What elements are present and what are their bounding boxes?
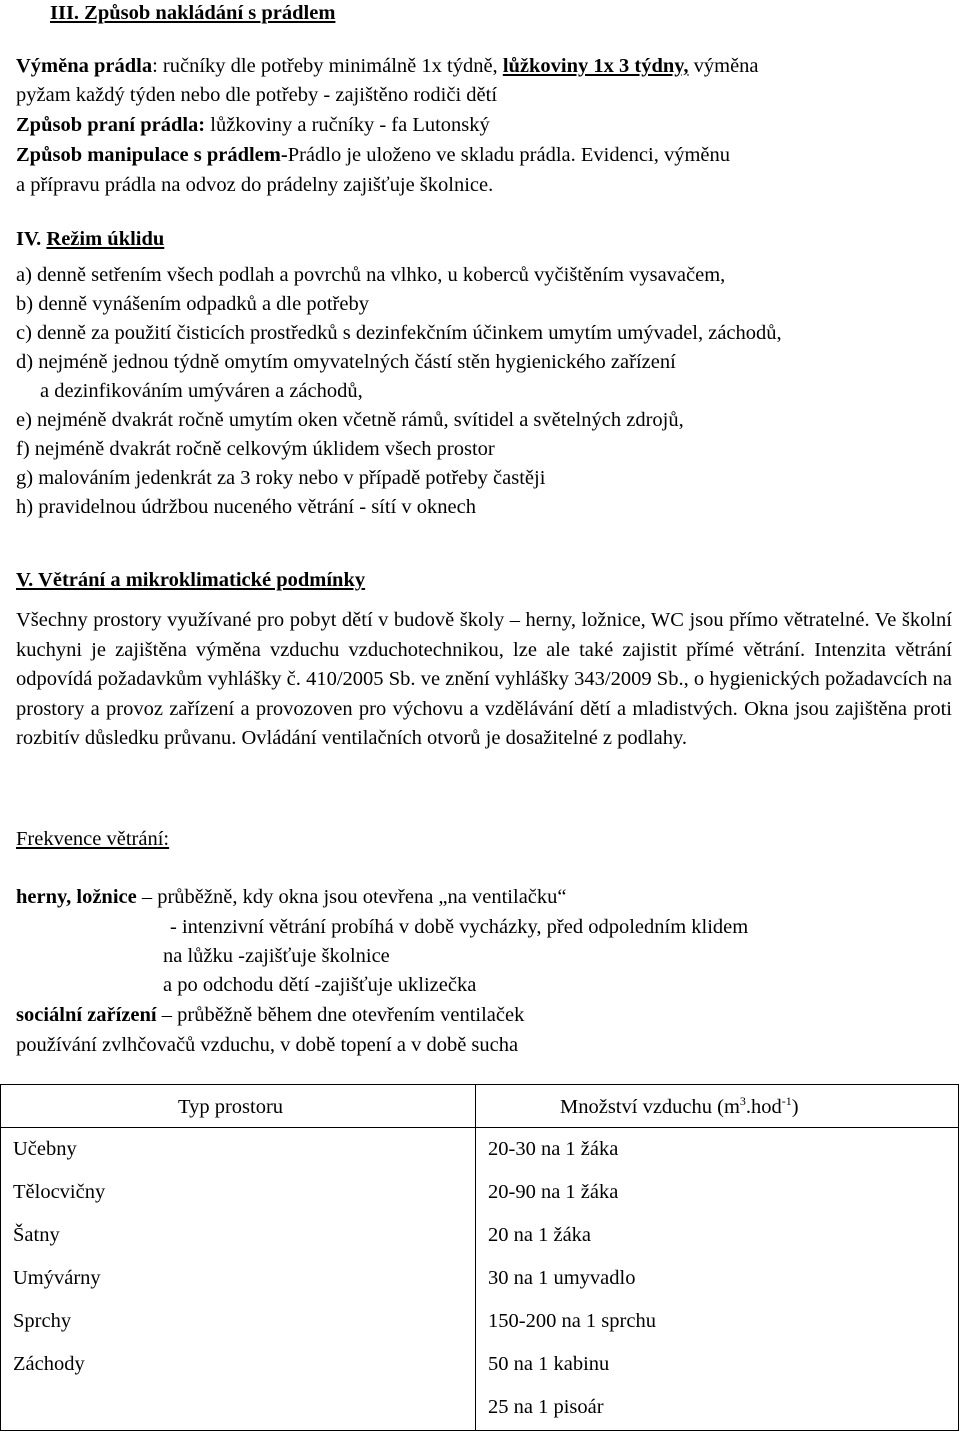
playrooms-ventilation-line: herny, ložnice – průběžně, kdy okna jsou otevřena „na ventilačku“ (16, 886, 567, 908)
washing-method-line: Způsob praní prádla: lůžkoviny a ručníky - fa Lutonský (16, 114, 490, 136)
cleaning-item-a: a) denně setřením všech podlah a povrchů na vlhko, u koberců vyčištěním vysavačem, (16, 264, 726, 286)
ventilation-paragraph: Všechny prostory využívané pro pobyt dětí v budově školy – herny, ložnice, WC jsou přímo větratelné. Ve školní kuchyni je zajištěna výměna vzduchu vzduchotechnikou, lze ale také zajistit přímé větrání. Intenzita větrání odpovídá požadavkům vyhlášky č. 410/2005 Sb. ve znění vyhlášky 343/2009 Sb., o hygienických požadavcích na prostory a provoz zařízení a provozoven pro výchovu a vzdělávání dětí a mladistvých. Okna jsou zajištěna proti rozbitív důsledku průvanu. Ovládání ventilačních otvorů je dosažitelné z podlahy. (16, 609, 952, 750)
humidifier-line: používání zvlhčovačů vzduchu, v době topení a v době sucha (16, 1034, 519, 1056)
cleaning-item-f: f) nejméně dvakrát ročně celkovým úklidem všech prostor (16, 438, 495, 460)
table-cell-type: Učebny (13, 1138, 77, 1160)
table-cell-type: Tělocvičny (13, 1181, 106, 1203)
table-cell-empty (13, 1386, 475, 1430)
handling-method-line: Způsob manipulace s prádlem-Prádlo je uloženo ve skladu prádla. Evidenci, výměnu (16, 144, 731, 166)
table-cell-amount: 150-200 na 1 sprchu (488, 1310, 656, 1332)
cleaning-item-d-continued: a dezinfikováním umýváren a záchodů, (40, 380, 363, 402)
frequency-heading: Frekvence větrání: (16, 828, 170, 850)
cleaning-item-b: b) denně vynášením odpadků a dle potřeby (16, 293, 369, 315)
playrooms-ventilation-line-3: na lůžku -zajišťuje školnice (163, 945, 390, 967)
table-header-row (1, 1085, 959, 1128)
section-heading-linen: III. Způsob nakládání s prádlem (50, 2, 336, 24)
table-header-amount: Množství vzduchu $(m^3.hod^{-1})$ (476, 1085, 959, 1128)
table-cell-amount: 25 na 1 pisoár (488, 1396, 604, 1418)
section-heading-ventilation: V. Větrání a mikroklimatické podmínky (16, 569, 366, 591)
playrooms-ventilation-line-4: a po odchodu dětí -zajišťuje uklizečka (163, 974, 477, 996)
playrooms-ventilation-line-2: - intenzivní větrání probíhá v době vycházky, před odpoledním klidem (170, 916, 749, 938)
table-cell-amount: 20-30 na 1 žáka (488, 1138, 619, 1160)
cleaning-item-h: h) pravidelnou údržbou nuceného větrání - sítí v oknech (16, 496, 476, 518)
cleaning-item-c: c) denně za použití čisticích prostředků s dezinfekčním účinkem umytím umývadel, záchodů, (16, 322, 782, 344)
table-body-row (1, 1128, 959, 1431)
cleaning-item-e: e) nejméně dvakrát ročně umytím oken včetně rámů, svítidel a světelných zdrojů, (16, 409, 684, 431)
section-heading-cleaning: IV. Režim úklidu (16, 228, 165, 250)
table-cell-type: Umývárny (13, 1267, 101, 1289)
table-cell-type: Sprchy (13, 1310, 72, 1332)
pajama-exchange-line: pyžam každý týden nebo dle potřeby - zajištěno rodiči dětí (16, 84, 498, 106)
cleaning-item-d: d) nejméně jednou týdně omytím omyvatelných částí stěn hygienického zařízení (16, 351, 676, 373)
air-volume-table (0, 1084, 959, 1431)
table-cell-amount: 20-90 na 1 žáka (488, 1181, 619, 1203)
air-amount-column (476, 1128, 959, 1431)
sanitary-ventilation-line: sociální zařízení – průběžně během dne otevřením ventilaček (16, 1004, 525, 1026)
table-cell-amount: 30 na 1 umyvadlo (488, 1267, 636, 1289)
room-type-column (1, 1128, 476, 1431)
cleaning-item-g: g) malováním jedenkrát za 3 roky nebo v případě potřeby častěji (16, 467, 546, 489)
table-header-type: Typ prostoru (1, 1085, 476, 1128)
table-cell-type: Šatny (13, 1224, 60, 1246)
linen-exchange-line: Výměna prádla: ručníky dle potřeby minimálně 1x týdně, lůžkoviny 1x 3 týdny, výměna (16, 55, 759, 77)
table-cell-amount: 50 na 1 kabinu (488, 1353, 610, 1375)
handling-method-line-2: a přípravu prádla na odvoz do prádelny zajišťuje školnice. (16, 174, 494, 196)
table-cell-amount: 20 na 1 žáka (488, 1224, 592, 1246)
table-cell-type: Záchody (13, 1353, 85, 1375)
